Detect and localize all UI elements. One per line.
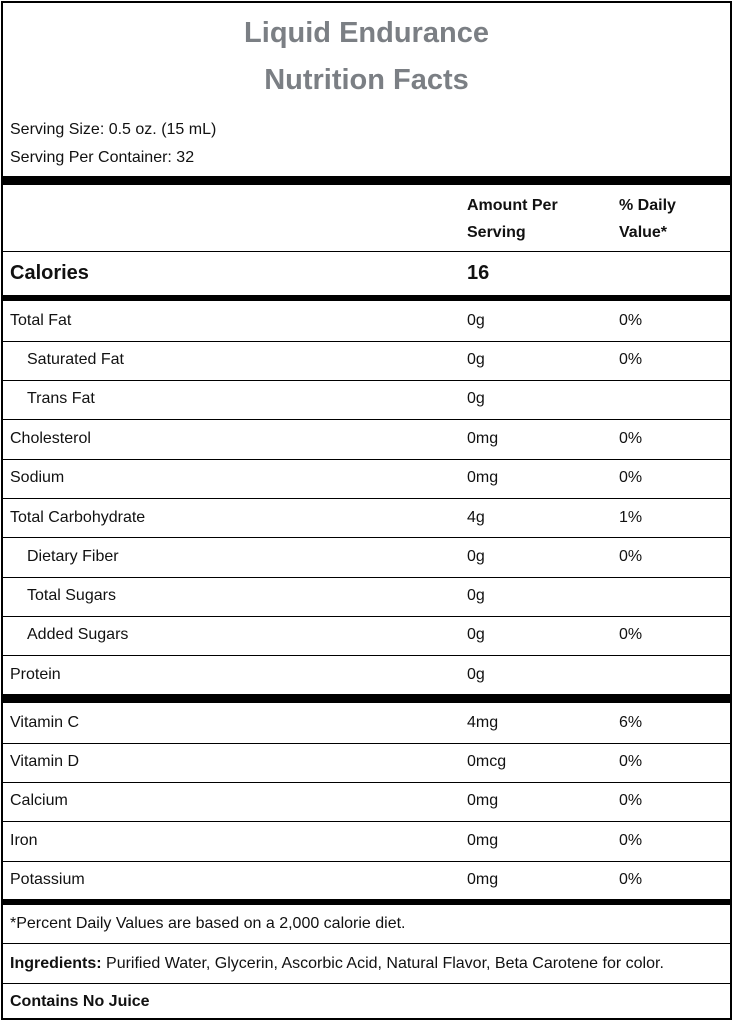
amount-header [467, 192, 558, 246]
nutrient-amount: 0g [467, 626, 485, 643]
nutrient-amount: 0mg [467, 469, 499, 486]
page-title: Nutrition Facts [264, 64, 469, 96]
vitamin-dv: 0% [619, 832, 643, 849]
serving-size: Serving Size: 0.5 oz. (15 mL) [10, 121, 217, 138]
divider [3, 943, 730, 944]
dv-header-line2: Value* [619, 224, 668, 241]
divider [3, 743, 730, 744]
nutrient-name: Total Fat [10, 312, 72, 329]
divider [3, 861, 730, 862]
divider [3, 459, 730, 460]
amount-header-line1: Amount Per [467, 197, 558, 214]
nutrient-amount: 0mg [467, 430, 499, 447]
vitamin-name: Vitamin D [10, 753, 80, 770]
vitamin-dv: 0% [619, 753, 643, 770]
nutrient-dv: 0% [619, 312, 643, 329]
divider [3, 419, 730, 420]
thick-divider [3, 176, 730, 185]
nutrient-name: Total Carbohydrate [10, 509, 146, 526]
vitamin-amount: 4mg [467, 714, 499, 731]
vitamin-amount: 0mcg [467, 753, 507, 770]
nutrient-dv: 0% [619, 351, 643, 368]
divider [3, 821, 730, 822]
calories-value: 16 [467, 262, 490, 284]
footnote: *Percent Daily Values are based on a 2,000 calorie diet. [10, 915, 406, 932]
dv-header-line1: % Daily [619, 197, 676, 214]
nutrient-amount: 0g [467, 390, 485, 407]
nutrient-name: Sodium [10, 469, 65, 486]
contains-statement: Contains No Juice [10, 993, 150, 1010]
nutrient-name: Added Sugars [27, 626, 129, 643]
thick-divider [3, 694, 730, 703]
vitamin-amount: 0mg [467, 832, 499, 849]
divider [3, 655, 730, 656]
nutrient-dv: 0% [619, 469, 643, 486]
vitamin-dv: 0% [619, 792, 643, 809]
ingredients-label: Ingredients: [10, 955, 102, 972]
nutrient-amount: 0g [467, 548, 485, 565]
calories-label: Calories [10, 262, 89, 284]
divider [3, 537, 730, 538]
nutrient-dv: 0% [619, 548, 643, 565]
nutrient-name: Dietary Fiber [27, 548, 119, 565]
nutrient-dv: 0% [619, 626, 643, 643]
nutrient-name: Cholesterol [10, 430, 91, 447]
nutrient-amount: 0g [467, 312, 485, 329]
amount-header-line2: Serving [467, 224, 526, 241]
nutrition-label [1, 1, 732, 1020]
nutrient-name: Saturated Fat [27, 351, 124, 368]
vitamin-name: Iron [10, 832, 38, 849]
nutrient-name: Protein [10, 666, 61, 683]
divider [3, 341, 730, 342]
vitamin-dv: 6% [619, 714, 643, 731]
divider [3, 251, 730, 252]
vitamin-name: Calcium [10, 792, 68, 809]
nutrient-amount: 4g [467, 509, 485, 526]
divider [3, 616, 730, 617]
servings-per-container: Serving Per Container: 32 [10, 149, 195, 166]
divider [3, 983, 730, 984]
nutrient-amount: 0g [467, 666, 485, 683]
nutrient-name: Total Sugars [27, 587, 116, 604]
product-name: Liquid Endurance [244, 17, 489, 49]
divider [3, 577, 730, 578]
daily-value-header [619, 192, 676, 246]
medium-divider [3, 295, 730, 301]
nutrient-dv: 1% [619, 509, 643, 526]
ingredients-text: Purified Water, Glycerin, Ascorbic Acid, Natural Flavor, Beta Carotene for color. [106, 955, 664, 972]
nutrient-dv: 0% [619, 430, 643, 447]
nutrient-name: Trans Fat [27, 390, 95, 407]
divider [3, 782, 730, 783]
vitamin-amount: 0mg [467, 871, 499, 888]
divider [3, 498, 730, 499]
nutrient-amount: 0g [467, 587, 485, 604]
vitamin-amount: 0mg [467, 792, 499, 809]
divider [3, 380, 730, 381]
ingredients [10, 955, 664, 973]
vitamin-name: Vitamin C [10, 714, 80, 731]
medium-divider [3, 899, 730, 905]
vitamin-dv: 0% [619, 871, 643, 888]
nutrient-amount: 0g [467, 351, 485, 368]
vitamin-name: Potassium [10, 871, 85, 888]
